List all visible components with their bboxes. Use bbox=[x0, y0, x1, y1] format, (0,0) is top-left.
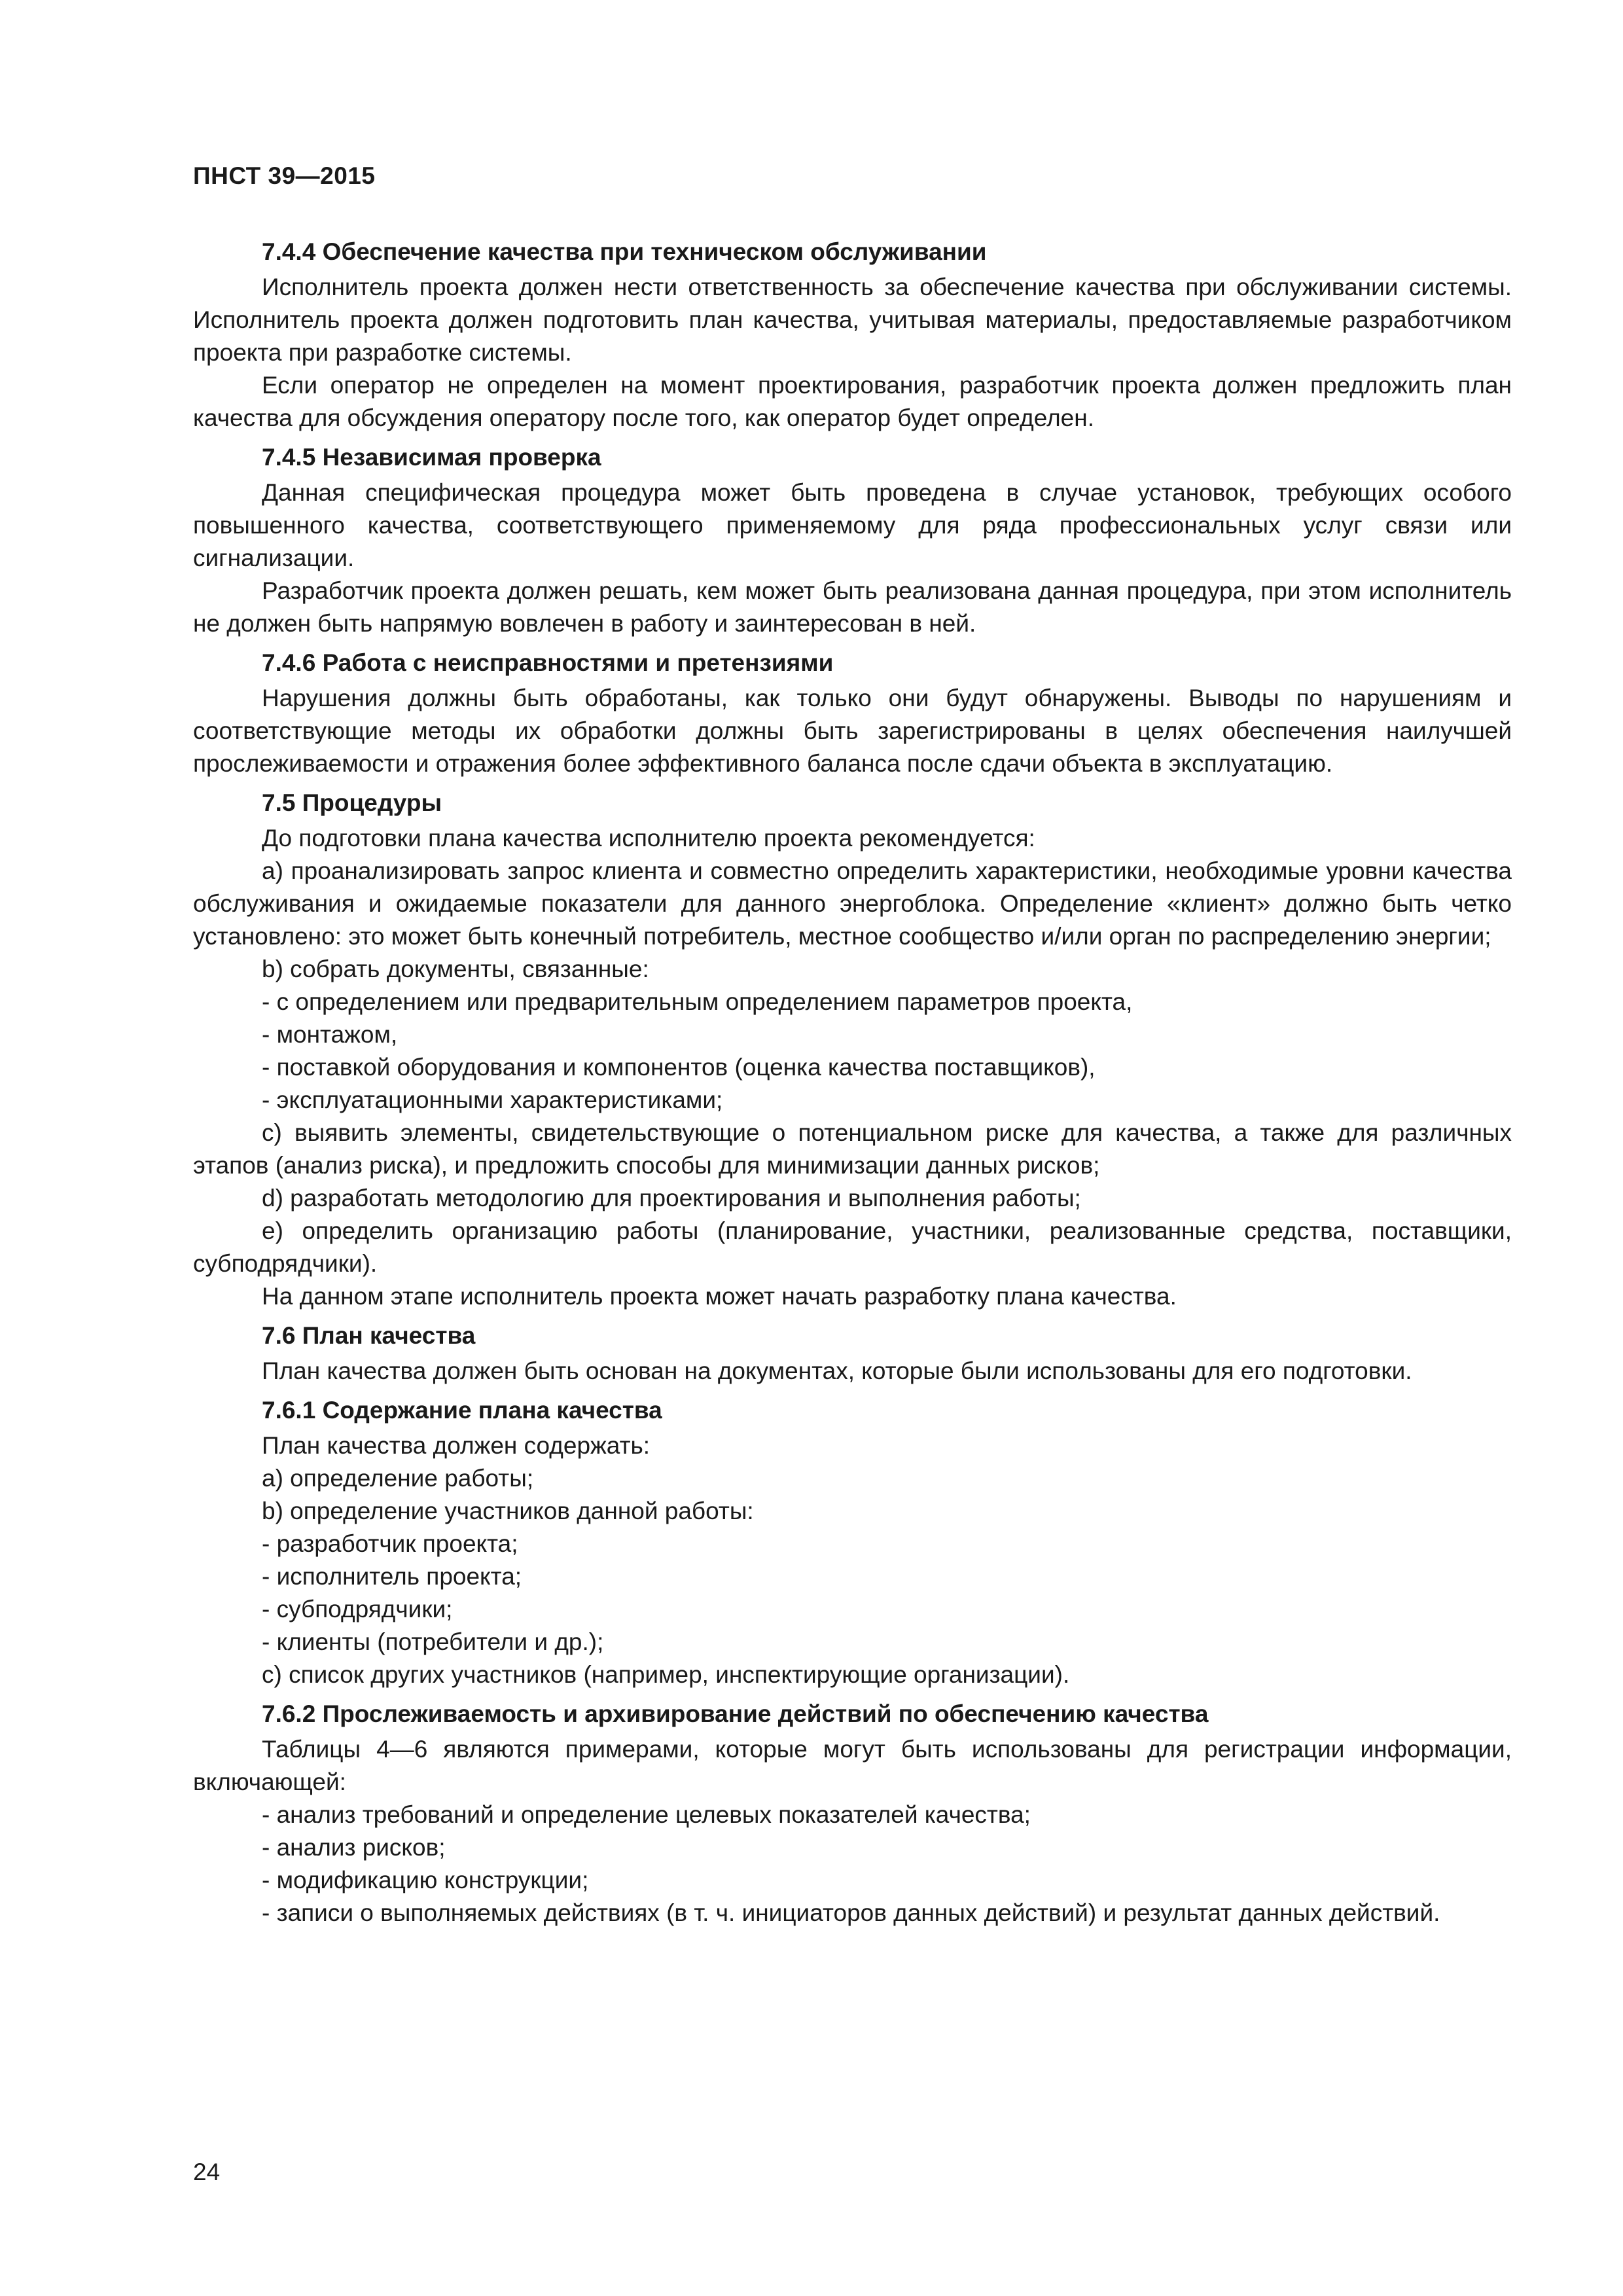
dash-list-item: - анализ требований и определение целевых показателей качества; bbox=[262, 1801, 1031, 1828]
dash-list-item: - записи о выполняемых действиях (в т. ч. инициаторов данных действий) и результат данных действий. bbox=[262, 1899, 1440, 1926]
paragraph: Исполнитель проекта должен нести ответственность за обеспечение качества при обслуживании системы. Исполнитель проекта должен подготовить план качества, учитывая материалы, предоставляемые разработчиком проекта при разработке системы. bbox=[193, 274, 1512, 366]
list-item-b: b) собрать документы, связанные: bbox=[262, 956, 649, 982]
paragraph: План качества должен быть основан на документах, которые были использованы для его подготовки. bbox=[262, 1357, 1412, 1384]
list-item-d: d) разработать методологию для проектирования и выполнения работы; bbox=[262, 1185, 1081, 1211]
dash-list-item: - субподрядчики; bbox=[262, 1596, 453, 1623]
list-item-a: a) определение работы; bbox=[262, 1465, 534, 1492]
section-heading-7-4-5: 7.4.5 Независимая проверка bbox=[262, 444, 601, 471]
paragraph: План качества должен содержать: bbox=[262, 1432, 651, 1459]
paragraph: Таблицы 4—6 являются примерами, которые могут быть использованы для регистрации информации, включающей: bbox=[193, 1736, 1512, 1795]
section-heading-7-5: 7.5 Процедуры bbox=[262, 789, 442, 816]
dash-list-item: - с определением или предварительным определением параметров проекта, bbox=[262, 988, 1133, 1015]
dash-list-item: - клиенты (потребители и др.); bbox=[262, 1628, 604, 1655]
dash-list-item: - эксплуатационными характеристиками; bbox=[262, 1086, 723, 1113]
dash-list-item: - разработчик проекта; bbox=[262, 1530, 518, 1557]
dash-list-item: - модификацию конструкции; bbox=[262, 1867, 589, 1893]
paragraph: Разработчик проекта должен решать, кем может быть реализована данная процедура, при этом исполнитель не должен быть напрямую вовлечен в работу и заинтересован в ней. bbox=[193, 577, 1512, 637]
document-body bbox=[193, 229, 1512, 1929]
paragraph: На данном этапе исполнитель проекта может начать разработку плана качества. bbox=[262, 1283, 1177, 1310]
list-item-e: e) определить организацию работы (планирование, участники, реализованные средства, поставщики, субподрядчики). bbox=[193, 1217, 1512, 1277]
list-item-b: b) определение участников данной работы: bbox=[262, 1498, 754, 1524]
section-heading-7-6-2: 7.6.2 Прослеживаемость и архивирование действий по обеспечению качества bbox=[262, 1700, 1209, 1727]
dash-list-item: - исполнитель проекта; bbox=[262, 1563, 522, 1590]
section-heading-7-6: 7.6 План качества bbox=[262, 1322, 476, 1349]
document-id-header: ПНСТ 39—2015 bbox=[193, 162, 376, 189]
paragraph: Данная специфическая процедура может быть проведена в случае установок, требующих особого повышенного качества, соответствующего применяемому для ряда профессиональных услуг связи или сигнализации. bbox=[193, 479, 1512, 571]
section-heading-7-4-6: 7.4.6 Работа с неисправностями и претензиями bbox=[262, 649, 834, 676]
section-heading-7-6-1: 7.6.1 Содержание плана качества bbox=[262, 1397, 662, 1424]
paragraph: Если оператор не определен на момент проектирования, разработчик проекта должен предложить план качества для обсуждения оператору после того, как оператор будет определен. bbox=[193, 372, 1512, 431]
dash-list-item: - анализ рисков; bbox=[262, 1834, 446, 1861]
section-heading-7-4-4: 7.4.4 Обеспечение качества при техническом обслуживании bbox=[262, 238, 987, 265]
paragraph: До подготовки плана качества исполнителю проекта рекомендуется: bbox=[262, 825, 1035, 852]
list-item-c: c) выявить элементы, свидетельствующие о потенциальном риске для качества, а также для различных этапов (анализ риска), и предложить способы для минимизации данных рисков; bbox=[193, 1119, 1512, 1179]
list-item-a: a) проанализировать запрос клиента и совместно определить характеристики, необходимые уровни качества обслуживания и ожидаемые показатели для данного энергоблока. Определение «клиент» должно быть четко установлено: это может быть конечный потребитель, местное сообщество и/или орган по распределению энергии; bbox=[193, 857, 1512, 950]
dash-list-item: - поставкой оборудования и компонентов (оценка качества поставщиков), bbox=[262, 1054, 1096, 1081]
list-item-c: c) список других участников (например, инспектирующие организации). bbox=[262, 1661, 1070, 1688]
paragraph: Нарушения должны быть обработаны, как только они будут обнаружены. Выводы по нарушениям и соответствующие методы их обработки должны быть зарегистрированы в целях обеспечения наилучшей прослеживаемости и отражения более эффективного баланса после сдачи объекта в эксплуатацию. bbox=[193, 685, 1512, 777]
page-number: 24 bbox=[193, 2159, 221, 2185]
dash-list-item: - монтажом, bbox=[262, 1021, 398, 1048]
